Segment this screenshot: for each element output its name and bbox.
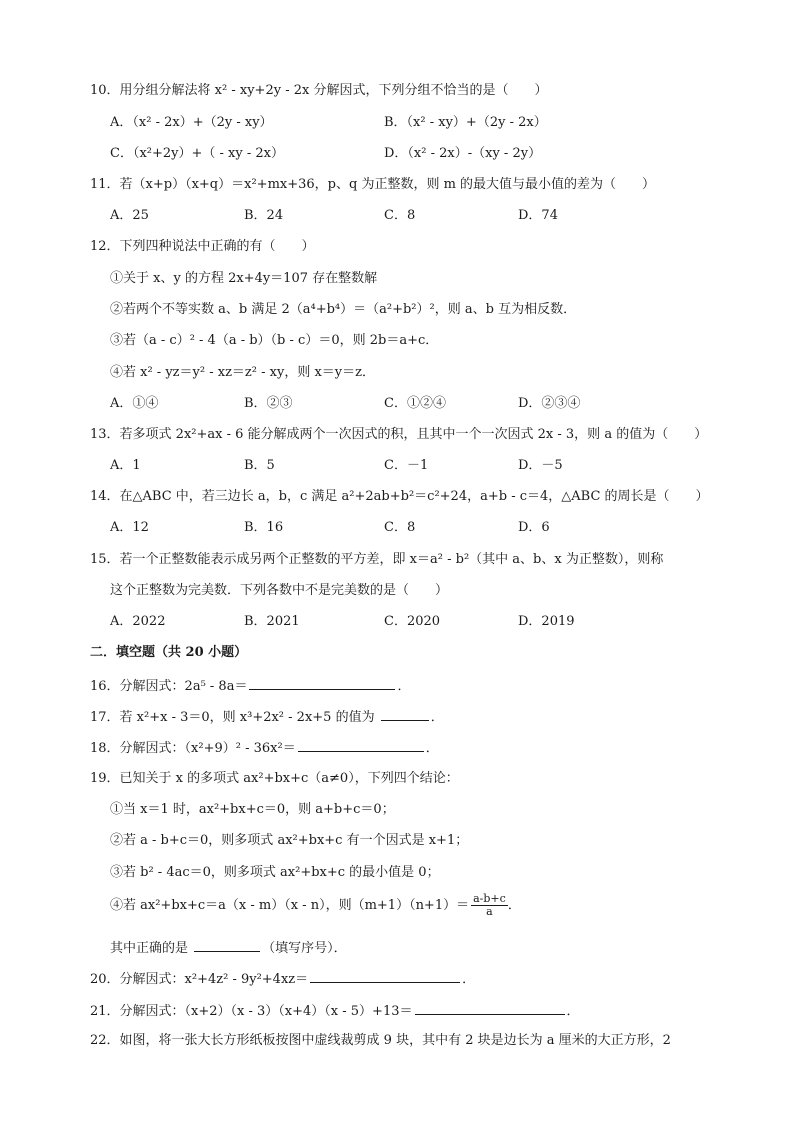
q19-statement-4-text: ④若 ax²+bx+c＝a（x - m）（x - n），则（m+1）（n+1）＝ <box>110 898 470 913</box>
q14-stem: 14．在△ABC 中，若三边长 a，b，c 满足 a²+2ab+b²＝c²+24，a+b - c＝4，△ABC 的周长是（ ） <box>90 489 709 504</box>
q12-statement-4: ④若 x² - yz＝y² - xz＝z² - xy，则 x＝y＝z． <box>110 365 375 380</box>
q15-option-b: B．2021 <box>244 614 300 629</box>
q13-stem: 13．若多项式 2x²+ax - 6 能分解成两个一次因式的积，且其中一个一次因式 2x - 3，则 a 的值为（ ） <box>90 427 708 442</box>
q11-option-d: D．74 <box>518 208 558 223</box>
q18 <box>90 738 439 758</box>
q19-answer-prefix: 其中正确的是 <box>110 941 193 956</box>
q11-stem: 11．若（x+p）（x+q）＝x²+mx+36，p、q 为正整数，则 m 的最大值与最小值的差为（ ） <box>90 177 656 192</box>
q18-answer-blank[interactable] <box>298 738 424 752</box>
q16-answer-blank[interactable] <box>249 676 395 690</box>
q20-stem: 20．分解因式：x²+4z² - 9y²+4xz＝ <box>90 972 309 987</box>
q19-stem: 19．已知关于 x 的多项式 ax²+bx+c（a≠0），下列四个结论： <box>90 771 459 786</box>
q11-option-c: C．8 <box>384 208 416 223</box>
q19-fraction <box>471 893 508 918</box>
q19-statement-3: ③若 b² - 4ac＝0，则多项式 ax²+bx+c 的最小值是 0； <box>110 865 440 880</box>
q12-statement-1: ①关于 x、y 的方程 2x+4y＝107 存在整数解 <box>110 271 378 286</box>
q19-answer-line <box>110 938 347 958</box>
q15-stem-line1: 15．若一个正整数能表示成另两个正整数的平方差，即 x＝a² - b²（其中 a、b、x 为正整数），则称 <box>90 552 664 567</box>
q13-option-a: A．1 <box>110 458 141 473</box>
q21-stem: 21．分解因式：（x+2）（x - 3）（x+4）（x - 5）+13＝ <box>90 1004 413 1019</box>
q20 <box>90 969 475 989</box>
q12-option-d: D．②③④ <box>518 396 581 411</box>
q16-end: ． <box>397 679 411 694</box>
q12-statement-3: ③若（a - c）² - 4（a - b）（b - c）＝0，则 2b＝a+c． <box>110 333 439 348</box>
q10-option-b: B．（x² - xy）+（2y - 2x） <box>384 115 547 130</box>
q17-stem: 17．若 x²+x - 3＝0，则 x³+2x² - 2x+5 的值为 <box>90 710 379 725</box>
q10-option-a: A．（x² - 2x）+（2y - xy） <box>110 115 273 130</box>
q16 <box>90 676 410 696</box>
q21 <box>90 1001 580 1021</box>
q12-statement-2: ②若两个不等实数 a、b 满足 2（a⁴+b⁴）＝（a²+b²）²，则 a、b 互为相反数． <box>110 302 577 317</box>
q21-answer-blank[interactable] <box>415 1001 565 1015</box>
q20-answer-blank[interactable] <box>310 969 460 983</box>
q13-option-d: D．－5 <box>518 458 563 473</box>
q15-option-c: C．2020 <box>384 614 441 629</box>
q18-end: ． <box>425 741 439 756</box>
q12-stem: 12．下列四种说法中正确的有（ ） <box>90 239 315 254</box>
q10-option-d: D．（x² - 2x）-（xy - 2y） <box>384 146 542 161</box>
q12-option-c: C．①②④ <box>384 396 446 411</box>
q19-statement-1: ①当 x＝1 时，ax²+bx+c＝0，则 a+b+c＝0； <box>110 802 395 817</box>
q19-answer-suffix: （填写序号）． <box>262 941 347 956</box>
q14-option-c: C．8 <box>384 520 416 535</box>
q19-answer-blank[interactable] <box>194 938 260 952</box>
q14-option-a: A．12 <box>110 520 149 535</box>
q12-option-b: B．②③ <box>244 396 293 411</box>
q14-option-b: B．16 <box>244 520 284 535</box>
q19-statement-2: ②若 a - b+c＝0，则多项式 ax²+bx+c 有一个因式是 x+1； <box>110 833 469 848</box>
q21-end: ． <box>566 1004 580 1019</box>
q15-option-a: A．2022 <box>110 614 166 629</box>
q10-stem: 10．用分组分解法将 x² - xy+2y - 2x 分解因式，下列分组不恰当的是（ ） <box>90 83 548 98</box>
q19-statement-4 <box>110 893 521 918</box>
q14-option-d: D．6 <box>518 520 550 535</box>
q19-fraction-denominator: a <box>486 905 493 918</box>
q13-option-c: C．－1 <box>384 458 429 473</box>
section-heading: 二．填空题（共 20 小题） <box>90 645 248 660</box>
q12-option-a: A．①④ <box>110 396 159 411</box>
q18-stem: 18．分解因式：（x²+9）² - 36x²＝ <box>90 741 296 756</box>
q10-option-c: C．（x²+2y）+（ - xy - 2x） <box>110 146 284 161</box>
q17 <box>90 707 444 727</box>
q11-option-a: A．25 <box>110 208 149 223</box>
q17-answer-blank[interactable] <box>381 707 429 721</box>
q11-option-b: B．24 <box>244 208 284 223</box>
q19-statement-4-end: ． <box>507 898 521 913</box>
q13-option-b: B．5 <box>244 458 275 473</box>
q15-option-d: D．2019 <box>518 614 575 629</box>
q22-stem: 22．如图，将一张大长方形纸板按图中虚线裁剪成 9 块，其中有 2 块是边长为 a 厘米的大正方形，2 <box>90 1033 671 1048</box>
q20-end: ． <box>462 972 476 987</box>
q15-stem-line2: 这个正整数为完美数．下列各数中不是完美数的是（ ） <box>110 583 449 598</box>
q16-stem: 16．分解因式：2a⁵ - 8a＝ <box>90 679 248 694</box>
q19-fraction-numerator: a-b+c <box>473 892 506 905</box>
q17-end: ． <box>430 710 444 725</box>
